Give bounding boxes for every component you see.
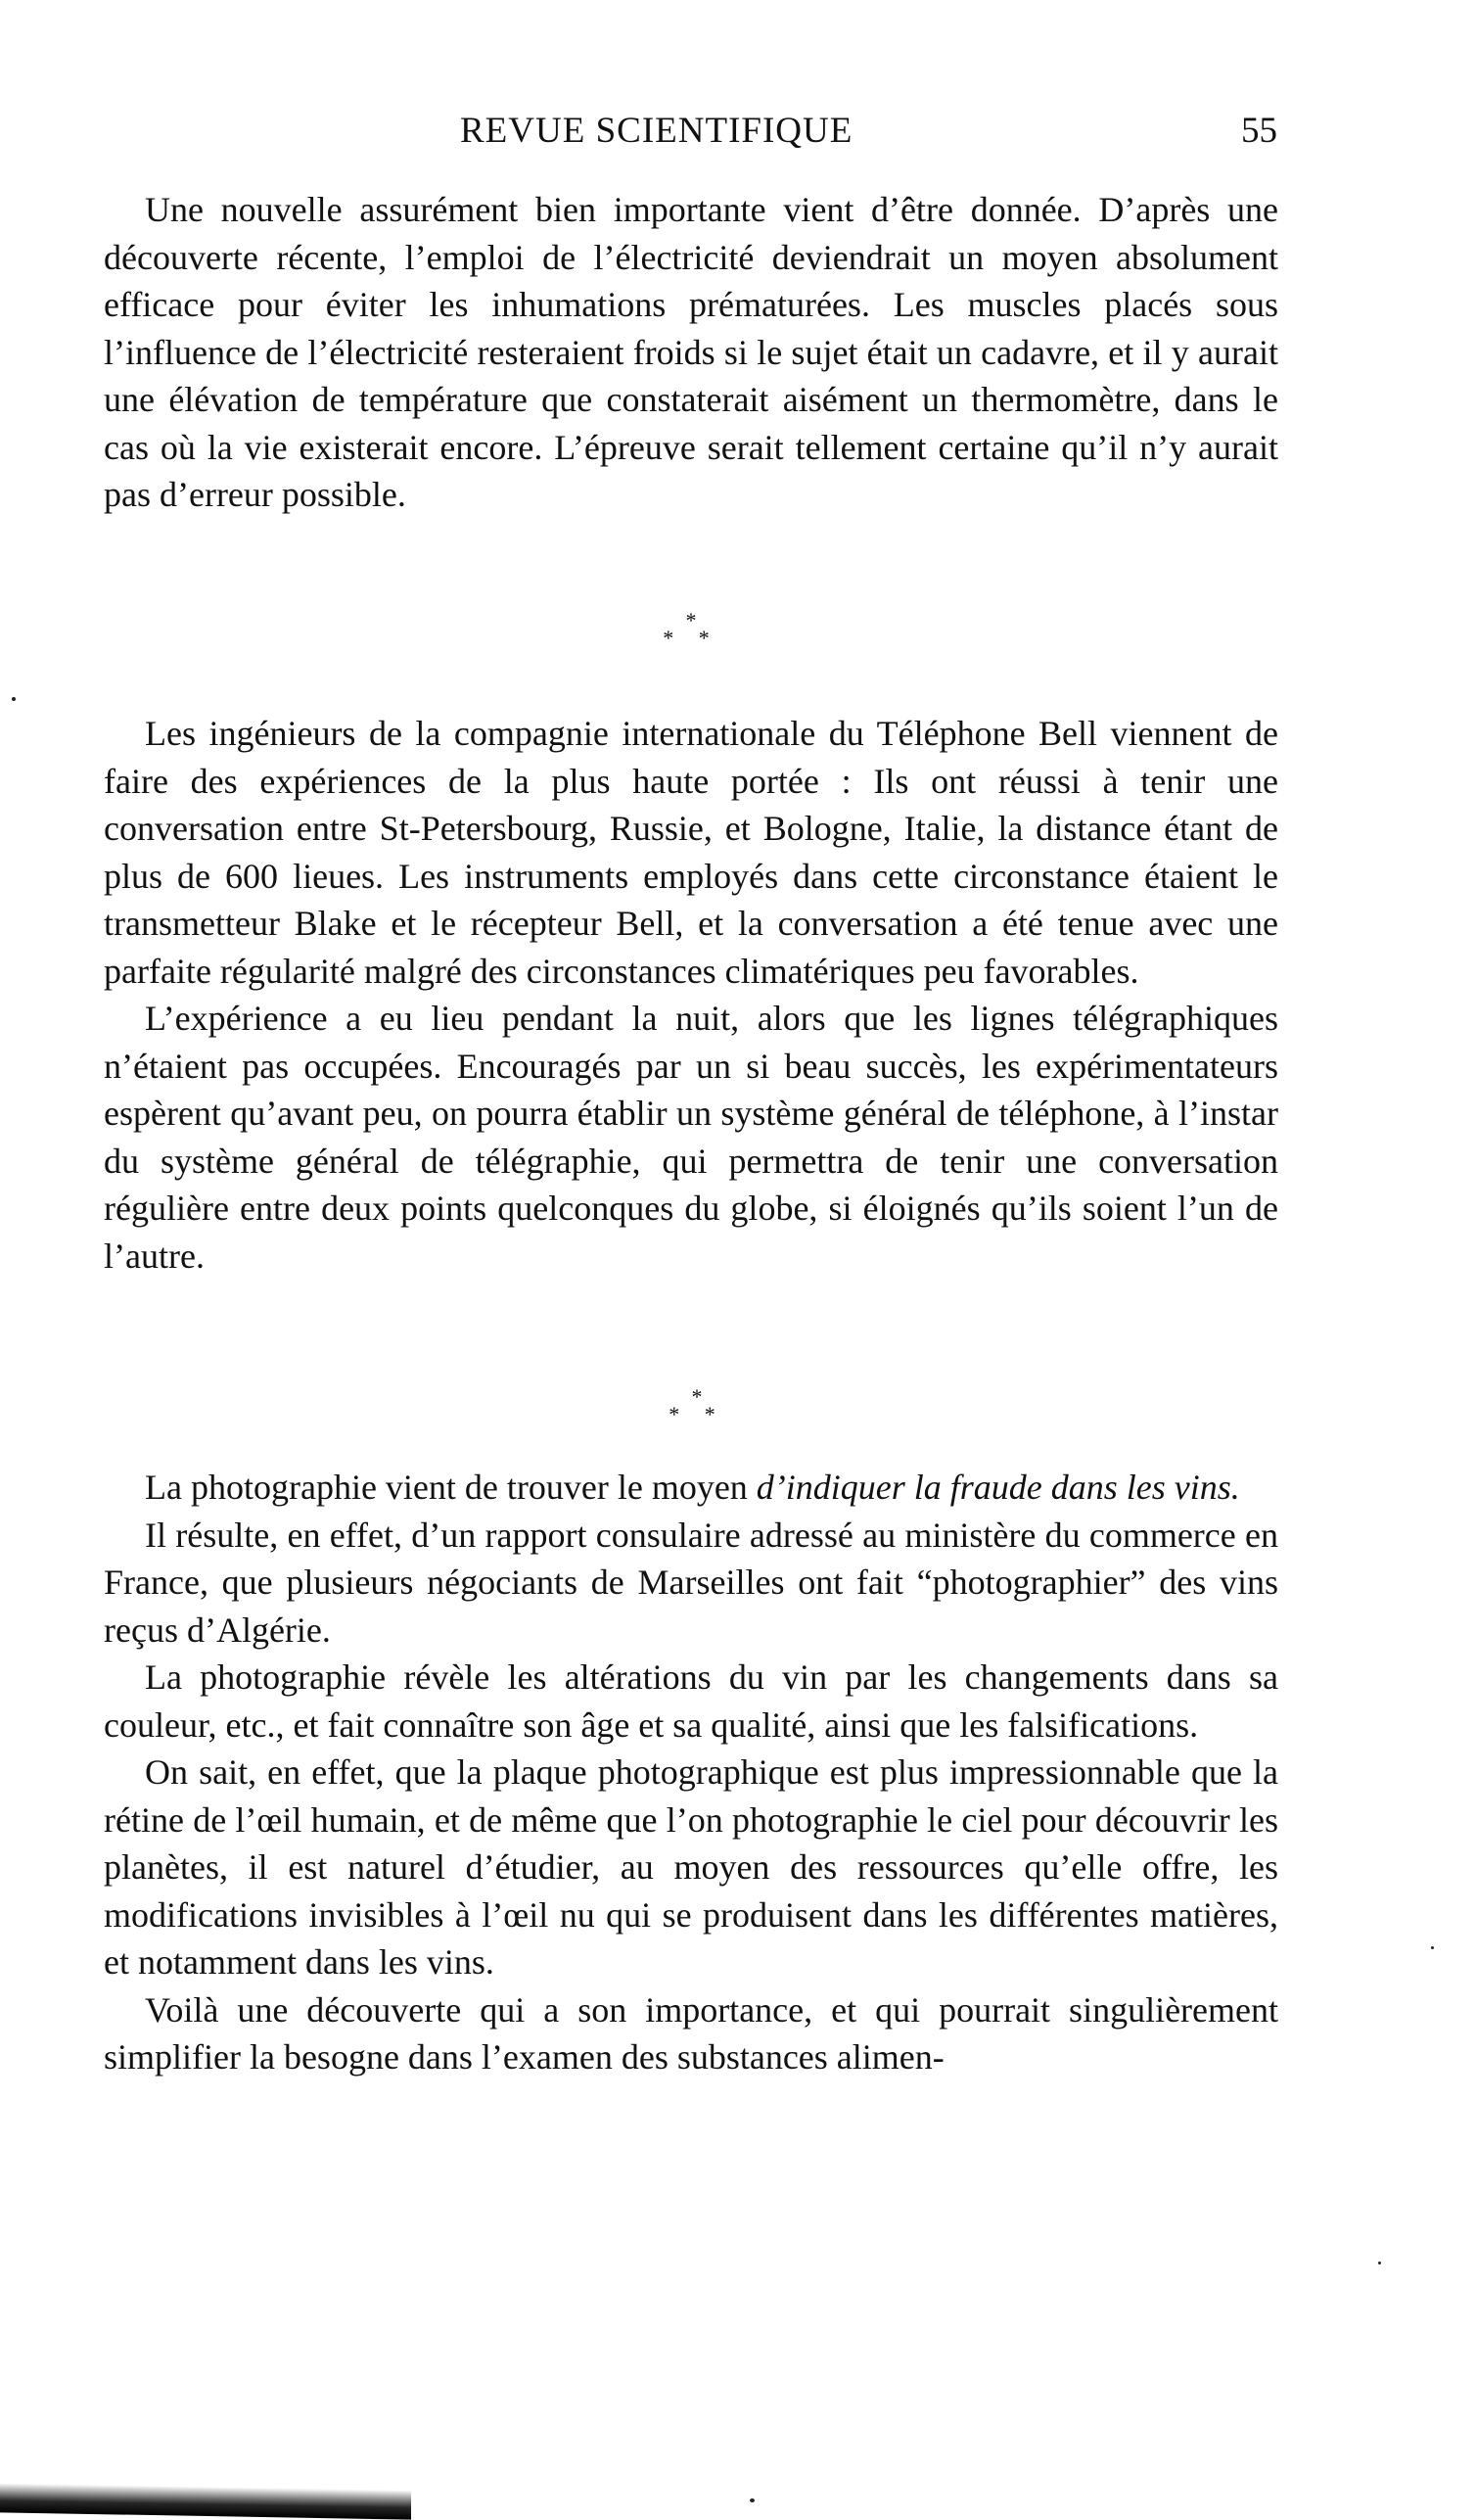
scan-speck [750, 2498, 755, 2502]
section-separator [662, 608, 720, 650]
separator-stars-bottom: * * [669, 1402, 725, 1426]
separator-star-top: * [685, 608, 697, 632]
lead-italic-text: d’indiquer la fraude dans les vins. [756, 1468, 1240, 1507]
paragraph: L’expérience a eu lieu pendant la nuit, alors que les lignes télégraphiques n’étaient pas occupées. Encouragés par un si beau succès, les expérimentateurs espèrent qu’avant peu, on pourra établir un système général de téléphone, à l’instar du système général de télégraphie, qui permettra de tenir une conversation régulière entre deux points quelconques du globe, si éloignés qu’ils soient l’un de l’autre. [104, 999, 1278, 1276]
paragraph: Une nouvelle assurément bien importante vient d’être donnée. D’après une découverte récente, l’emploi de l’électricité deviendrait un moyen absolument efficace pour éviter les inhumations prématurées. Les muscles placés sous l’influence de l’électricité resteraient froids si le sujet était un cadavre, et il y aurait une élévation de température que constaterait aisément un thermomètre, dans le cas où la vie existerait encore. L’épreuve serait tellement certaine qu’il n’y aurait pas d’erreur possible. [104, 190, 1278, 514]
paragraph: Les ingénieurs de la compagnie internationale du Téléphone Bell viennent de faire des expériences de la plus haute portée : Ils ont réussi à tenir une conversation entre St-Petersbourg, Russie, et Bologne, Italie, la distance étant de plus de 600 lieues. Les instruments employés dans cette circonstance étaient le transmetteur Blake et le récepteur Bell, et la conversation a été tenue avec une parfaite régularité malgré des circonstances climatériques peu favorables. [104, 714, 1278, 991]
scan-speck [12, 697, 16, 701]
paragraph: Voilà une découverte qui a son importance, et qui pourrait singulièrement simplifier la besogne dans l’examen des substances alimen- [104, 1989, 1278, 2077]
article-telephone [104, 710, 1278, 1280]
scan-speck [1431, 1946, 1434, 1949]
separator-star-top: * [691, 1384, 703, 1409]
page-number: 55 [1241, 111, 1277, 151]
scan-edge-shadow [0, 2483, 411, 2519]
paragraph: La photographie révèle les altérations du vin par les changements dans sa couleur, etc., et fait connaître son âge et sa qualité, ainsi que les falsifications. [104, 1657, 1278, 1745]
scan-speck [1378, 2262, 1381, 2264]
running-head: REVUE SCIENTIFIQUE [460, 111, 853, 151]
paragraph: On sait, en effet, que la plaque photographique est plus impressionnable que la rétine de l’œil humain, et de même que l’on photographie le ciel pour découvrir les planètes, il est naturel d’étudier, au moyen des ressources qu’elle offre, les modifications invisibles à l’œil nu qui se produisent dans les différentes matières, et notamment dans les vins. [104, 1752, 1278, 1982]
article-photography [104, 1464, 1278, 2081]
paragraph: Il résulte, en effet, d’un rapport consulaire adressé au ministère du commerce en France, que plusieurs négociants de Marseilles ont fait “photographier” des vins reçus d’Algérie. [104, 1515, 1278, 1650]
section-separator [668, 1384, 726, 1426]
separator-stars-bottom: * * [663, 626, 719, 650]
lead-paragraph [104, 1464, 1278, 1512]
article-electricity [104, 186, 1278, 519]
lead-text: La photographie vient de trouver le moyen [145, 1468, 757, 1507]
